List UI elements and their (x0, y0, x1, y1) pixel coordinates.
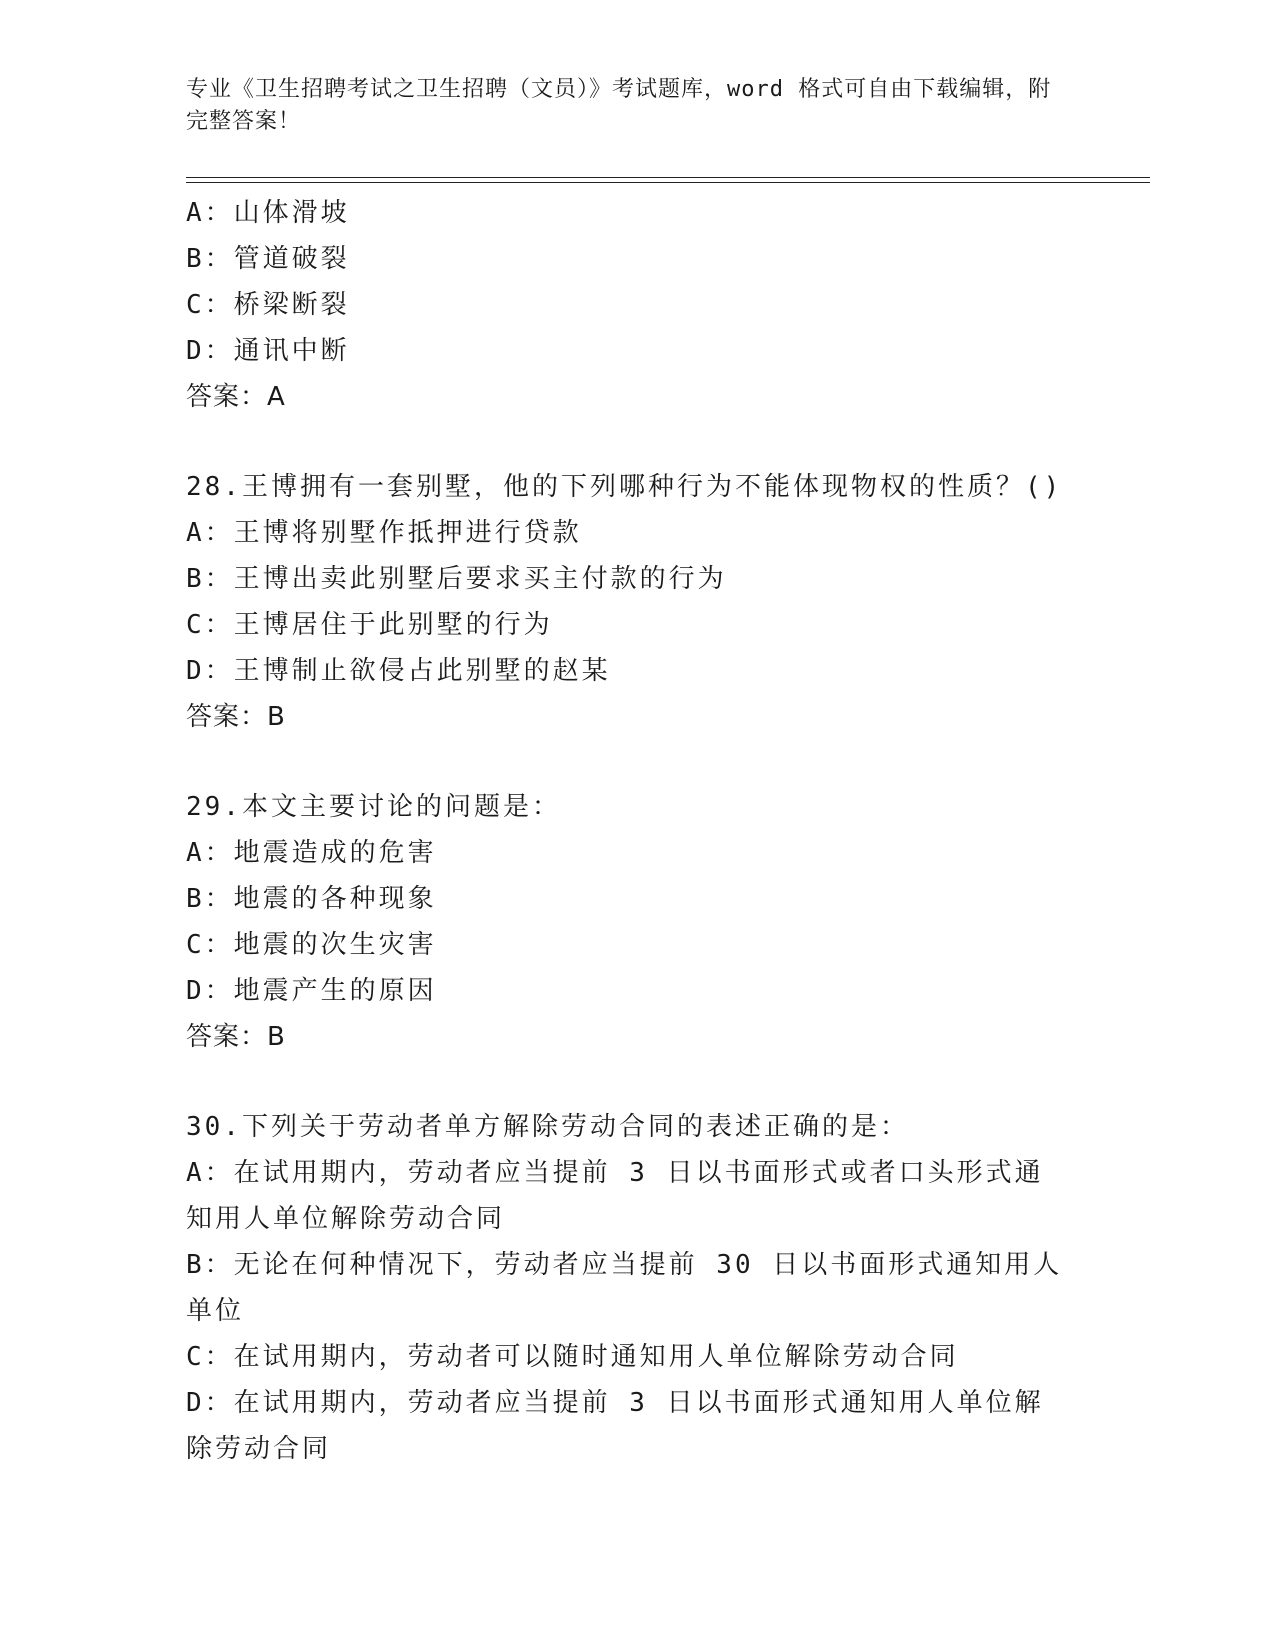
question-text: 28.王博拥有一套别墅，他的下列哪种行为不能体现物权的性质？() (186, 472, 1063, 502)
question-list (186, 190, 1086, 1472)
option-a: A：地震造成的危害 (186, 838, 437, 868)
option-c: C：桥梁断裂 (186, 290, 350, 320)
option-a: A：王博将别墅作抵押进行贷款 (186, 518, 582, 548)
option-b: B：无论在何种情况下，劳动者应当提前 30 日以书面形式通知用人单位 (186, 1250, 1063, 1326)
option-c: C：在试用期内，劳动者可以随时通知用人单位解除劳动合同 (186, 1342, 959, 1372)
option-b: B：王博出卖此别墅后要求买主付款的行为 (186, 564, 727, 594)
answer-label: 答案：B (186, 702, 286, 732)
option-b: B：管道破裂 (186, 244, 350, 274)
question-text: 30.下列关于劳动者单方解除劳动合同的表述正确的是： (186, 1112, 909, 1142)
option-a: A：在试用期内，劳动者应当提前 3 日以书面形式或者口头形式通知用人单位解除劳动合同 (186, 1158, 1044, 1234)
option-d: D：在试用期内，劳动者应当提前 3 日以书面形式通知用人单位解除劳动合同 (186, 1388, 1044, 1464)
question-block-28 (186, 464, 1086, 740)
header-rule-bottom (186, 182, 1150, 183)
answer-label: 答案：A (186, 382, 286, 412)
header-rule-top (186, 177, 1150, 178)
option-d: D：地震产生的原因 (186, 976, 437, 1006)
answer-label: 答案：B (186, 1022, 286, 1052)
document-header: 专业《卫生招聘考试之卫生招聘（文员）》考试题库，word 格式可自由下载编辑，附完整答案！ (186, 77, 1052, 134)
question-block-30 (186, 1104, 1086, 1472)
question-text: 29.本文主要讨论的问题是： (186, 792, 561, 822)
option-a: A：山体滑坡 (186, 198, 350, 228)
option-d: D：王博制止欲侵占此别墅的赵某 (186, 656, 611, 686)
option-c: C：王博居住于此别墅的行为 (186, 610, 553, 640)
question-block-29 (186, 784, 1086, 1060)
option-d: D：通讯中断 (186, 336, 350, 366)
question-block-27 (186, 190, 1086, 420)
option-c: C：地震的次生灾害 (186, 930, 437, 960)
option-b: B：地震的各种现象 (186, 884, 437, 914)
